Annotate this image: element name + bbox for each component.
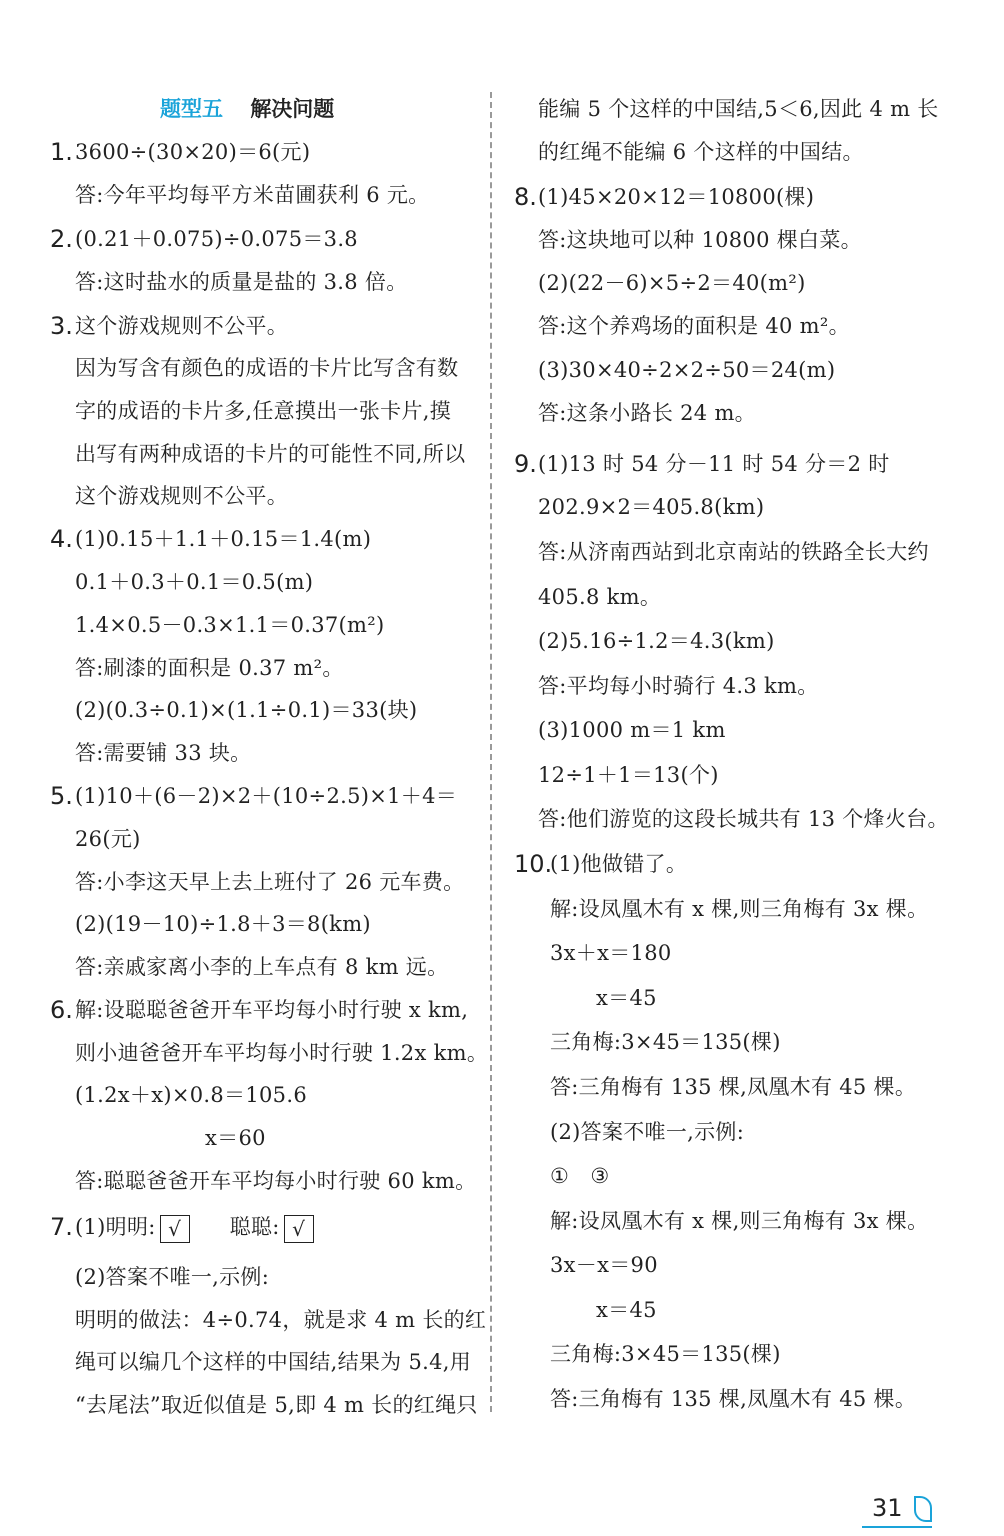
answer-line: 解:设凤凰木有 x 棵,则三角梅有 3x 棵。: [550, 897, 929, 921]
answer-line: 绳可以编几个这样的中国结,结果为 5.4,用: [75, 1350, 472, 1374]
question-number: 6.: [50, 996, 73, 1024]
answer-line: x＝60: [205, 1126, 266, 1150]
question-number: 1.: [50, 138, 73, 166]
answer-line: 0.1＋0.3＋0.1＝0.5(m): [75, 570, 314, 594]
answer-line: 12÷1＋1＝13(个): [538, 763, 719, 787]
checkmark-box: √: [160, 1215, 190, 1243]
answer-line: x＝45: [596, 1298, 657, 1322]
answer-line: 答:他们游览的这段长城共有 13 个烽火台。: [538, 807, 949, 831]
answer-line: 答:今年平均每平方米苗圃获利 6 元。: [75, 183, 430, 207]
answer-line: 3600÷(30×20)＝6(元): [75, 140, 311, 164]
answer-line: 解:设聪聪爸爸开车平均每小时行驶 x km,: [75, 998, 469, 1022]
answer-line: 出写有两种成语的卡片的可能性不同,所以: [75, 442, 466, 466]
page-number: 31: [872, 1494, 903, 1522]
answer-line: (2)(22－6)×5÷2＝40(m²): [538, 271, 806, 295]
answer-line: (2)5.16÷1.2＝4.3(km): [538, 629, 775, 653]
answer-line: (2)答案不唯一,示例:: [75, 1265, 270, 1289]
answer-line: 答:这块地可以种 10800 棵白菜。: [538, 228, 862, 252]
question-number: 3.: [50, 312, 73, 340]
answer-line: (2)(19－10)÷1.8＋3＝8(km): [75, 912, 371, 936]
answer-line: (2)(0.3÷0.1)×(1.1÷0.1)＝33(块): [75, 698, 418, 722]
answer-line: 202.9×2＝405.8(km): [538, 495, 765, 519]
answer-line: (1)0.15＋1.1＋0.15＝1.4(m): [75, 527, 372, 551]
answer-label-congcong: 聪聪:: [229, 1215, 280, 1239]
question-number: 5.: [50, 782, 73, 810]
question-number: 2.: [50, 225, 73, 253]
answer-line: 答:三角梅有 135 棵,凤凰木有 45 棵。: [550, 1075, 917, 1099]
question-number: 7.: [50, 1213, 73, 1241]
answer-line: 答:需要铺 33 块。: [75, 741, 252, 765]
answer-line: (3)30×40÷2×2÷50＝24(m): [538, 358, 836, 382]
answer-line: (1)10＋(6－2)×2＋(10÷2.5)×1＋4＝: [75, 784, 458, 808]
answer-line: 答:这条小路长 24 m。: [538, 401, 756, 425]
answer-line: ① ③: [550, 1164, 610, 1188]
answer-line: 答:三角梅有 135 棵,凤凰木有 45 棵。: [550, 1387, 917, 1411]
answer-label-mingming: (1)明明:: [75, 1215, 156, 1239]
answer-line: 答:刷漆的面积是 0.37 m²。: [75, 656, 344, 680]
section-tag: 题型五: [160, 97, 223, 121]
answer-line: 这个游戏规则不公平。: [75, 314, 288, 338]
answer-line: 答:亲戚家离小李的上车点有 8 km 远。: [75, 955, 449, 979]
answer-line: 26(元): [75, 827, 141, 851]
answer-line: 答:从济南西站到北京南站的铁路全长大约: [538, 540, 929, 564]
question-number: 8.: [514, 183, 537, 211]
question-number: 4.: [50, 525, 73, 553]
answer-line: 字的成语的卡片多,任意摸出一张卡片,摸: [75, 399, 452, 423]
answer-line: “去尾法”取近似值是 5,即 4 m 长的红绳只: [75, 1393, 478, 1417]
answer-line: 能编 5 个这样的中国结,5＜6,因此 4 m 长: [538, 97, 939, 121]
question-number: 10.: [514, 850, 553, 878]
page-number-underline: [862, 1526, 932, 1528]
answer-line: 三角梅:3×45＝135(棵): [550, 1030, 781, 1054]
answer-line: 3x＋x＝180: [550, 941, 672, 965]
answer-line: 因为写含有颜色的成语的卡片比写含有数: [75, 356, 459, 380]
answer-line: 答:小李这天早上去上班付了 26 元车费。: [75, 870, 465, 894]
answer-line: (1)45×20×12＝10800(棵): [538, 185, 815, 209]
answer-line: 答:聪聪爸爸开车平均每小时行驶 60 km。: [75, 1169, 477, 1193]
section-title: 解决问题: [250, 97, 335, 121]
answer-line: [75, 1212, 314, 1242]
answer-line: 答:这时盐水的质量是盐的 3.8 倍。: [75, 270, 408, 294]
answer-line: (2)答案不唯一,示例:: [550, 1120, 745, 1144]
answer-line: (1.2x＋x)×0.8＝105.6: [75, 1083, 307, 1107]
answer-line: 405.8 km。: [538, 585, 662, 609]
column-divider: [490, 92, 492, 1412]
checkmark-box: √: [284, 1215, 314, 1243]
answer-line: 答:平均每小时骑行 4.3 km。: [538, 674, 819, 698]
answer-line: 明明的做法：4÷0.74，就是求 4 m 长的红: [75, 1308, 487, 1332]
question-number: 9.: [514, 450, 537, 478]
answer-line: 答:这个养鸡场的面积是 40 m²。: [538, 314, 850, 338]
answer-line: 这个游戏规则不公平。: [75, 484, 288, 508]
answer-line: 1.4×0.5－0.3×1.1＝0.37(m²): [75, 613, 385, 637]
section-heading: [160, 94, 334, 124]
answer-line: (0.21＋0.075)÷0.075＝3.8: [75, 227, 358, 251]
answer-line: 三角梅:3×45＝135(棵): [550, 1342, 781, 1366]
answer-line: (1)13 时 54 分－11 时 54 分＝2 时: [538, 452, 890, 476]
answer-line: 的红绳不能编 6 个这样的中国结。: [538, 140, 864, 164]
leaf-icon: [914, 1496, 932, 1522]
answer-line: 解:设凤凰木有 x 棵,则三角梅有 3x 棵。: [550, 1209, 929, 1233]
answer-line: 3x－x＝90: [550, 1253, 658, 1277]
answer-line: (3)1000 m＝1 km: [538, 718, 726, 742]
answer-line: x＝45: [596, 986, 657, 1010]
answer-line: (1)他做错了。: [550, 852, 688, 876]
answer-line: 则小迪爸爸开车平均每小时行驶 1.2x km。: [75, 1041, 489, 1065]
